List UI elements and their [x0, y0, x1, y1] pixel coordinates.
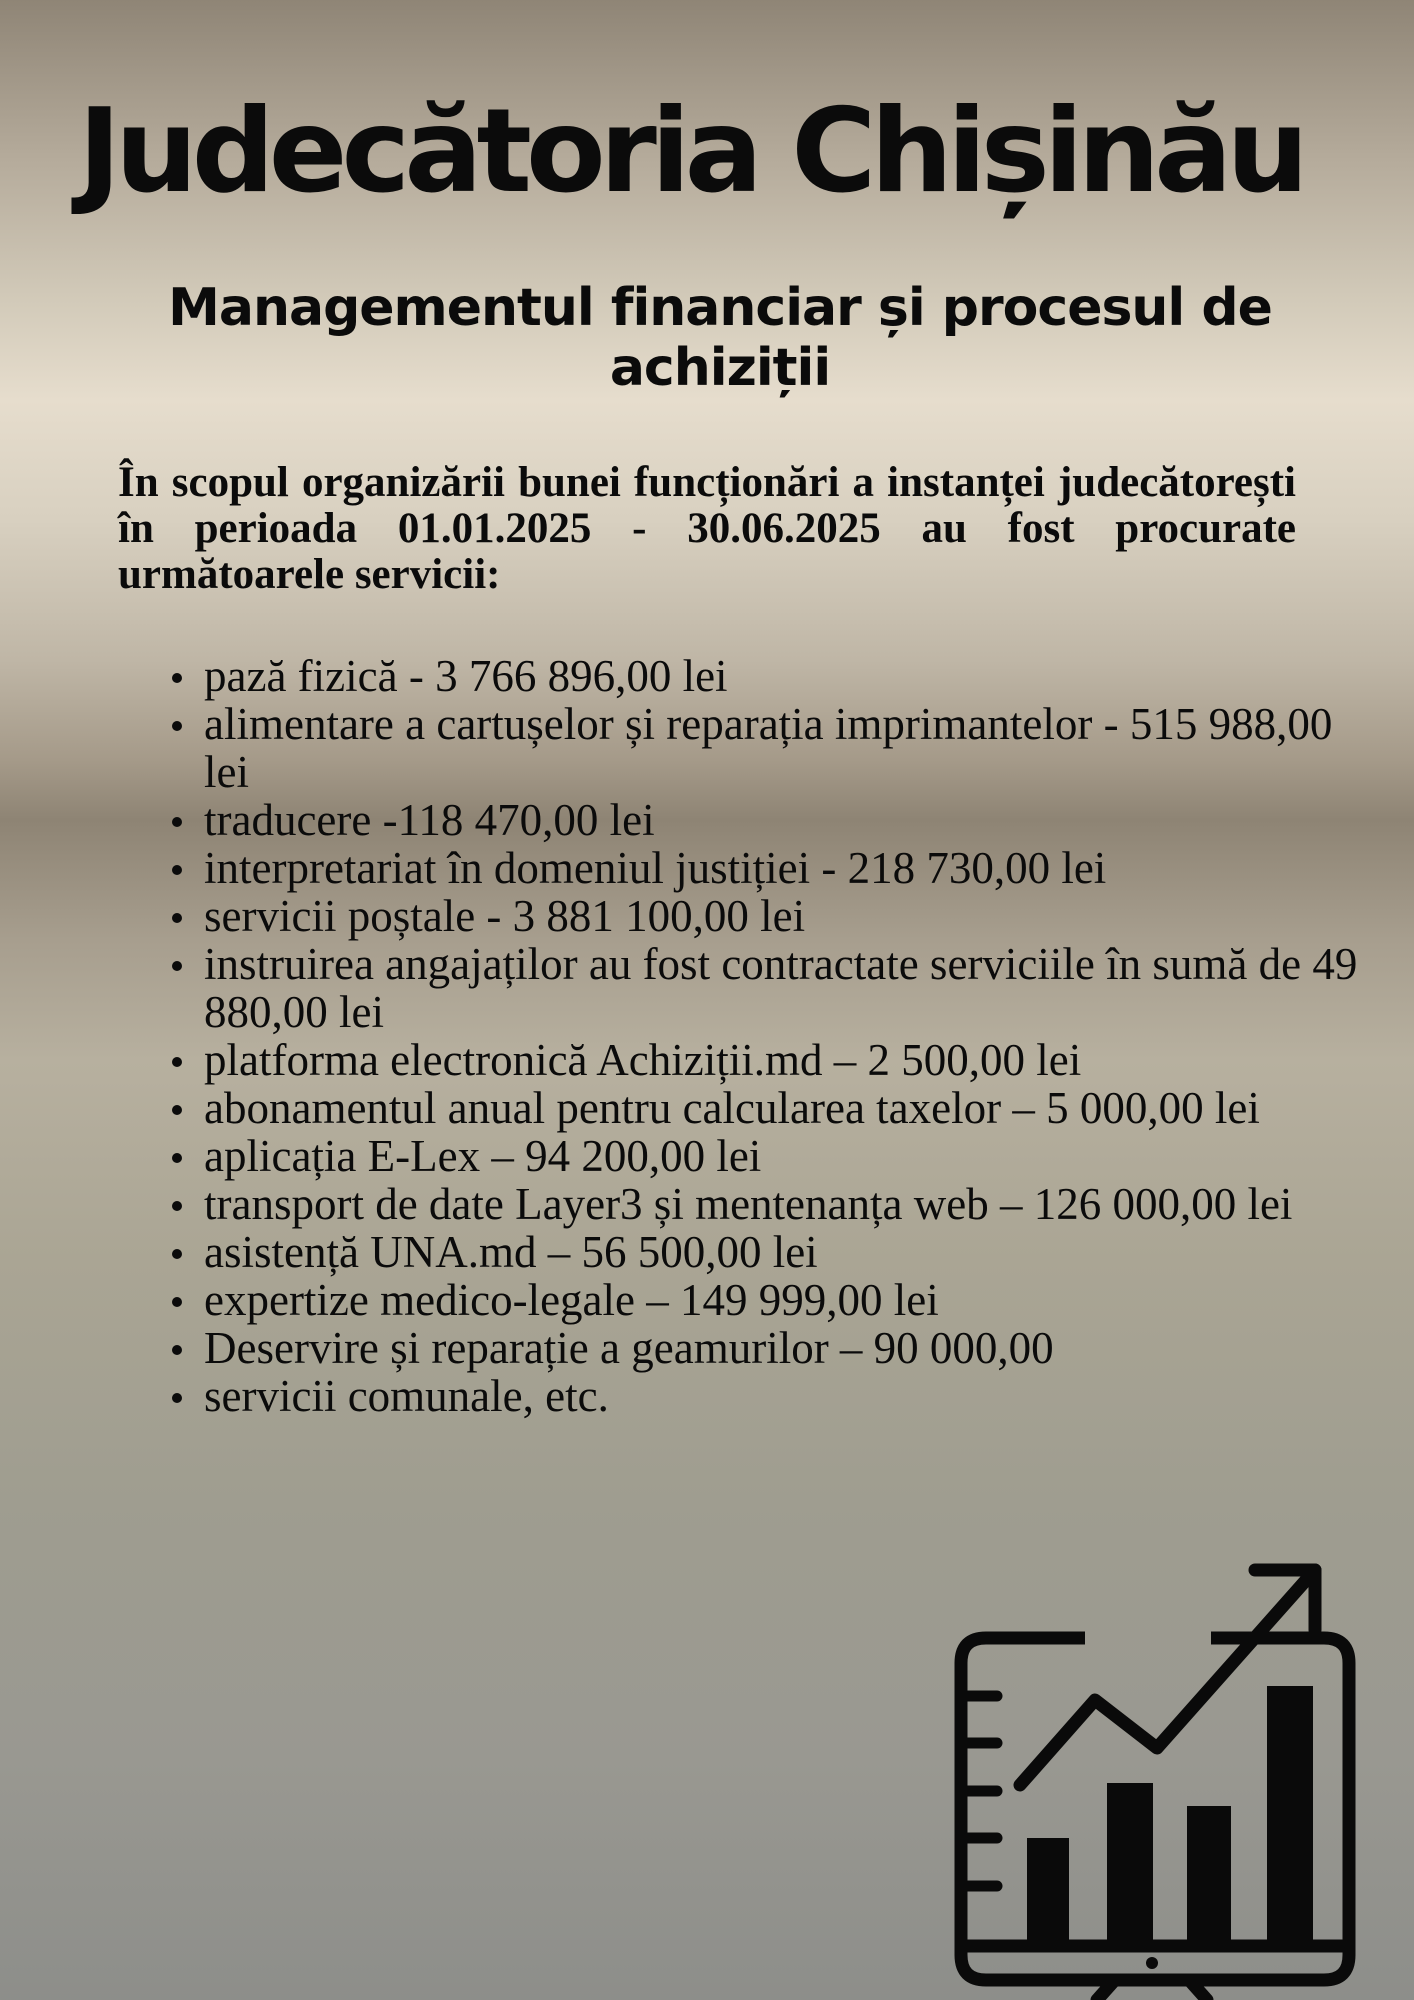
list-item: aplicația E-Lex – 94 200,00 lei: [204, 1132, 1364, 1180]
list-item: transport de date Layer3 și mentenanța web – 126 000,00 lei: [204, 1180, 1364, 1228]
page-subtitle: Managementul financiar și procesul de achiziții: [168, 278, 1272, 398]
list-item: asistență UNA.md – 56 500,00 lei: [204, 1228, 1364, 1276]
list-item: abonamentul anual pentru calcularea taxelor – 5 000,00 lei: [204, 1084, 1364, 1132]
page-title: Judecătoria Chișinău: [78, 84, 1303, 219]
list-item: traducere -118 470,00 lei: [204, 796, 1364, 844]
axis-ticks: [965, 1696, 997, 1886]
monitor-dot: [1146, 1957, 1158, 1969]
list-item: servicii poștale - 3 881 100,00 lei: [204, 892, 1364, 940]
services-list: [148, 652, 1364, 1420]
list-item: Deservire și reparație a geamurilor – 90 000,00: [204, 1324, 1364, 1372]
list-item: instruirea angajaților au fost contractate serviciile în sumă de 49 880,00 lei: [204, 940, 1364, 1036]
list-item: expertize medico-legale – 149 999,00 lei: [204, 1276, 1364, 1324]
list-item: platforma electronică Achiziții.md – 2 500,00 lei: [204, 1036, 1364, 1084]
list-item: pază fizică - 3 766 896,00 lei: [204, 652, 1364, 700]
list-item: alimentare a cartușelor și reparația imprimantelor - 515 988,00 lei: [204, 700, 1364, 796]
monitor-growth-chart-icon: [935, 1548, 1375, 2000]
list-item: servicii comunale, etc.: [204, 1372, 1364, 1420]
list-item: interpretariat în domeniul justiției - 218 730,00 lei: [204, 844, 1364, 892]
intro-paragraph: În scopul organizării bunei funcționări a instanței judecătorești în perioada 01.01.2025 - 30.06.2025 au fost procurate următoarele servicii:: [118, 459, 1296, 598]
